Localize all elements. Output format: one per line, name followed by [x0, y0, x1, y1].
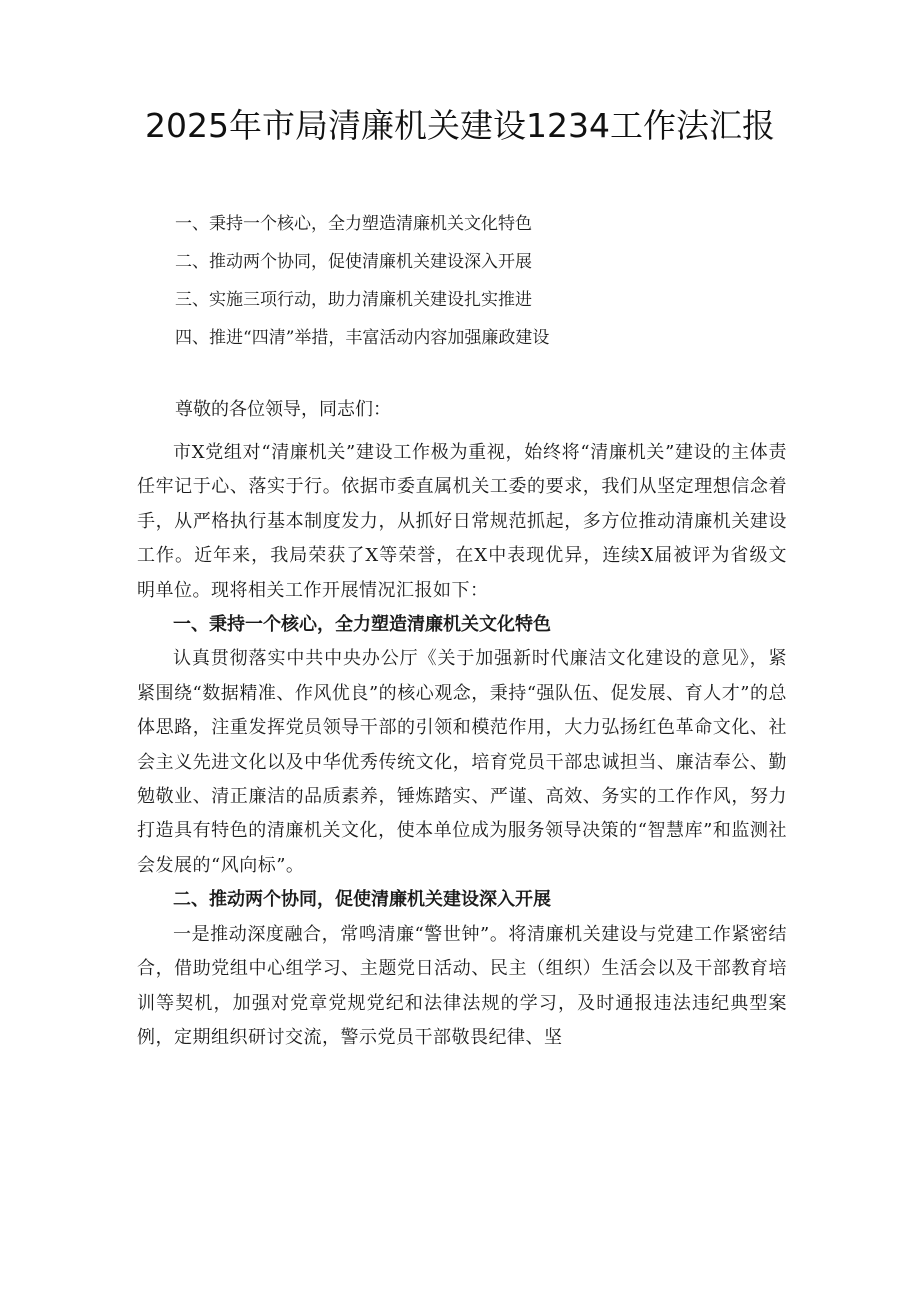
section-paragraph: 认真贯彻落实中共中央办公厅《关于加强新时代廉洁文化建设的意见》，紧紧围绕“数据精准、作风优良”的核心观念，秉持“强队伍、促发展、育人才”的总体思路，注重发挥党员领导干部的引领和模范作用，大力弘扬红色革命文化、社会主义先进文化以及中华优秀传统文化，培育党员干部忠诚担当、廉洁奉公、勤勉敬业、清正廉洁的品质素养，锤炼踏实、严谨、高效、务实的工作作风，努力打造具有特色的清廉机关文化，使本单位成为服务领导决策的“智慧库”和监测社会发展的“风向标”。: [137, 648, 787, 876]
toc-item: 二、推动两个协同，促使清廉机关建设深入开展: [175, 252, 532, 272]
section-heading: 一、秉持一个核心，全力塑造清廉机关文化特色: [173, 614, 551, 636]
section-paragraph: 一是推动深度融合，常鸣清廉“警世钟”。将清廉机关建设与党建工作紧密结合，借助党组中心组学习、主题党日活动、民主（组织）生活会以及干部教育培训等契机，加强对党章党规党纪和法律法规的学习，及时通报违法违纪典型案例，定期组织研讨交流，警示党员干部敬畏纪律、坚: [137, 923, 787, 1048]
document-body: [137, 436, 787, 1055]
table-of-contents: [175, 211, 815, 363]
salutation: 尊敬的各位领导，同志们：: [175, 399, 391, 420]
section-heading: 二、推动两个协同，促使清廉机关建设深入开展: [173, 889, 551, 911]
document-title: 2025年市局清廉机关建设1234工作法汇报: [145, 106, 775, 145]
toc-item: 四、推进“四清”举措，丰富活动内容加强廉政建设: [175, 328, 550, 348]
toc-item: 三、实施三项行动，助力清廉机关建设扎实推进: [175, 290, 532, 310]
intro-paragraph: 市X党组对“清廉机关”建设工作极为重视，始终将“清廉机关”建设的主体责任牢记于心、落实于行。依据市委直属机关工委的要求，我们从坚定理想信念着手，从严格执行基本制度发力，从抓好日常规范抓起，多方位推动清廉机关建设工作。近年来，我局荣获了X等荣誉，在X中表现优异，连续X届被评为省级文明单位。现将相关工作开展情况汇报如下：: [137, 442, 787, 601]
toc-item: 一、秉持一个核心，全力塑造清廉机关文化特色: [175, 214, 532, 234]
